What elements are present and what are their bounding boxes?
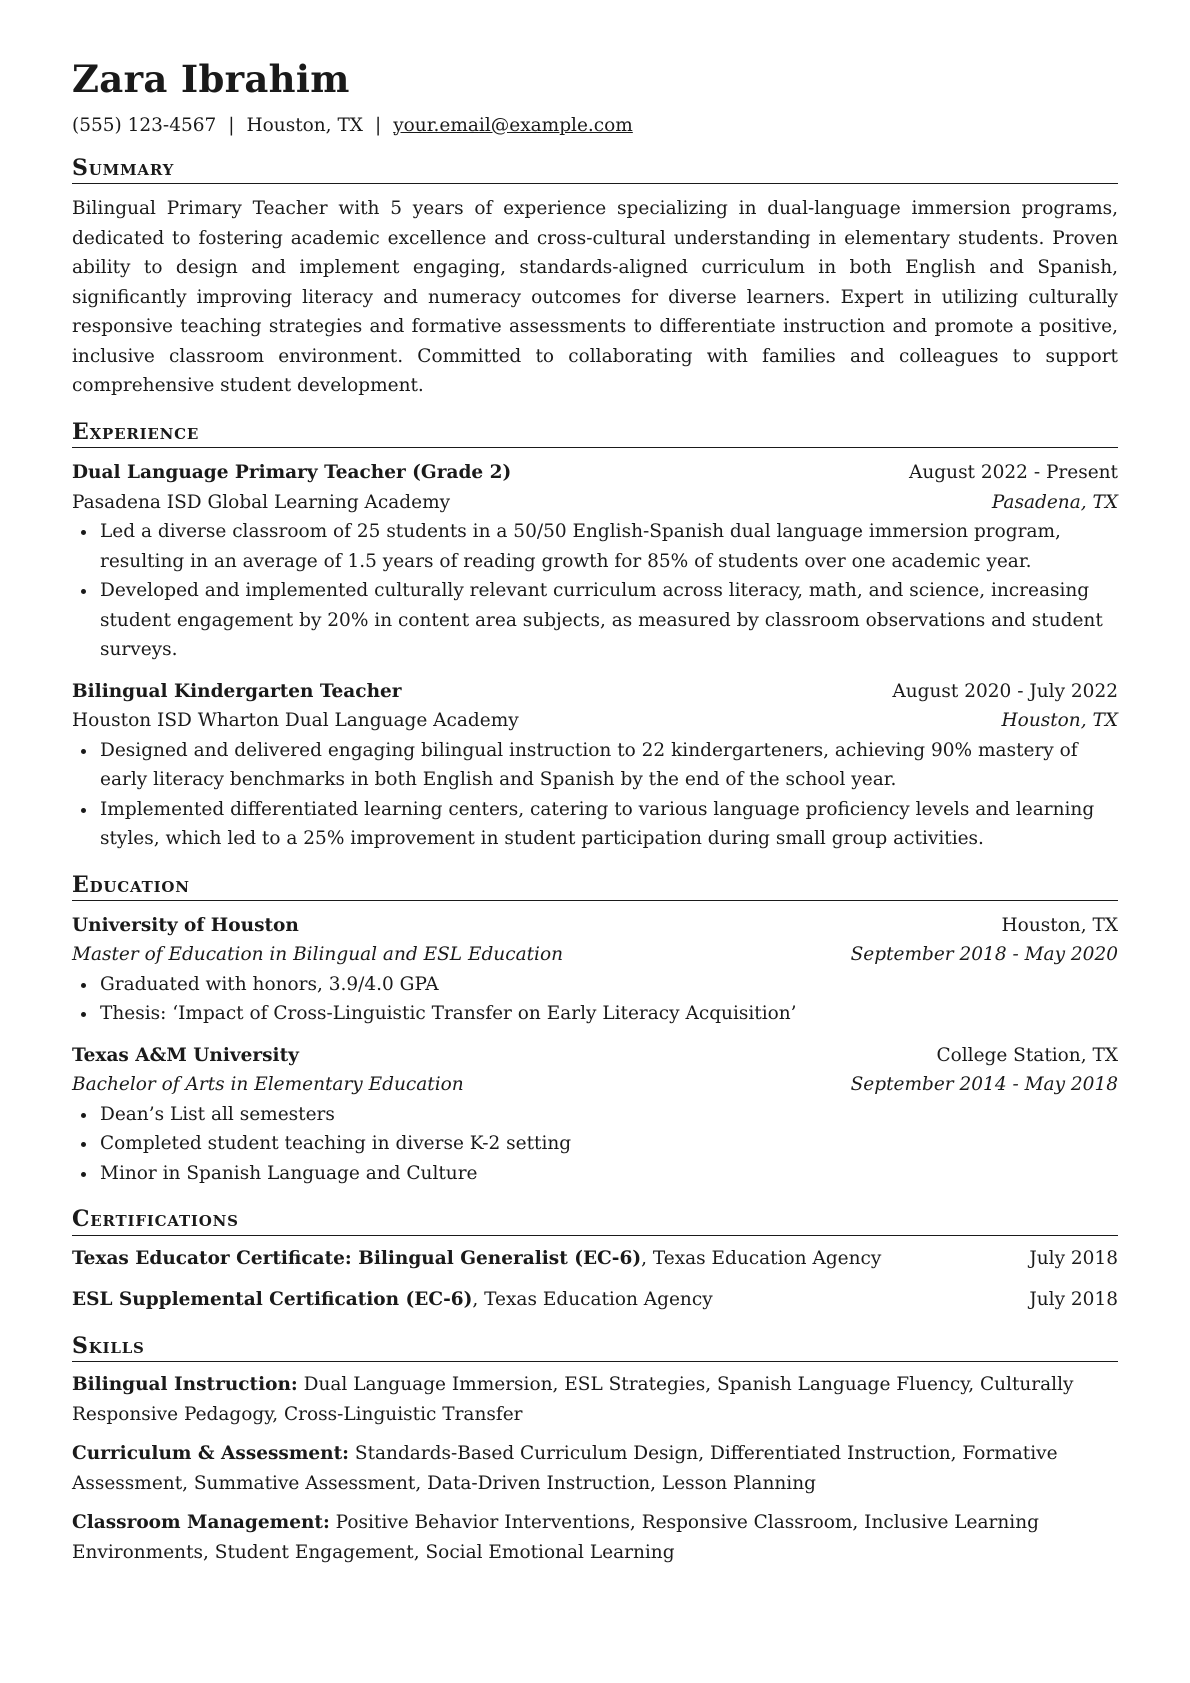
skill-items: Dual Language Immersion, ESL Strategies, Spanish Language Fluency, Culturally Responsive Pedagogy, Cross-Linguistic Transfer — [72, 1374, 1074, 1425]
contact-separator: | — [228, 114, 235, 136]
job-location: Pasadena, TX — [991, 491, 1118, 513]
education-dates: September 2018 - May 2020 — [850, 944, 1118, 966]
section-title-certifications: Certifications — [72, 1206, 1118, 1235]
job-dates: August 2020 - July 2022 — [892, 680, 1118, 702]
skills-list — [72, 1370, 1118, 1567]
skill-category: Bilingual Instruction: — [72, 1374, 298, 1396]
bullet-item: Dean’s List all semesters — [72, 1100, 1118, 1130]
skill-items: Standards-Based Curriculum Design, Differentiated Instruction, Formative Assessment, Summative Assessment, Data-Driven Instruction, Lesson Planning — [72, 1443, 1058, 1494]
certification-date: July 2018 — [1029, 1289, 1118, 1311]
contact-separator: | — [374, 114, 382, 136]
skill-group — [72, 1508, 1118, 1567]
certification-date: July 2018 — [1029, 1247, 1118, 1269]
section-title-education: Education — [72, 872, 1118, 901]
skill-group — [72, 1439, 1118, 1498]
job-location: Houston, TX — [1001, 710, 1118, 732]
job-dates: August 2022 - Present — [909, 462, 1118, 484]
certification-name: ESL Supplemental Certification (EC-6) — [72, 1289, 473, 1311]
skill-category: Curriculum & Assessment: — [72, 1443, 350, 1465]
section-title-experience: Experience — [72, 419, 1118, 448]
job-title: Bilingual Kindergarten Teacher — [72, 680, 402, 702]
education-bullets — [72, 970, 1118, 1029]
bullet-item: Led a diverse classroom of 25 students in a 50/50 English-Spanish dual language immersion program, resulting in an average of 1.5 years of reading growth for 85% of students over one academic year. — [72, 517, 1118, 576]
skill-items: Positive Behavior Interventions, Responsive Classroom, Inclusive Learning Environments, Student Engagement, Social Emotional Learning — [72, 1512, 1039, 1563]
school-location: Houston, TX — [1001, 914, 1118, 936]
job-bullets — [72, 517, 1118, 665]
education-entry — [72, 1041, 1118, 1189]
bullet-item: Designed and delivered engaging bilingual instruction to 22 kindergarteners, achieving 90% mastery of early literacy benchmarks in both English and Spanish by the end of the school year. — [72, 736, 1118, 795]
contact-line — [72, 115, 1118, 137]
degree: Master of Education in Bilingual and ESL Education — [72, 944, 563, 966]
education-bullets — [72, 1100, 1118, 1189]
skill-group — [72, 1370, 1118, 1429]
section-title-summary: Summary — [72, 155, 1118, 184]
certification-name: Texas Educator Certificate: Bilingual Generalist (EC-6) — [72, 1247, 642, 1269]
email-link[interactable]: your.email@example.com — [393, 114, 633, 136]
phone-number: (555) 123-4567 — [72, 114, 217, 136]
bullet-item: Developed and implemented culturally relevant curriculum across literacy, math, and science, increasing student engagement by 20% in content area subjects, as measured by classroom observations and student surveys. — [72, 576, 1118, 665]
experience-entry — [72, 677, 1118, 854]
employer: Houston ISD Wharton Dual Language Academy — [72, 710, 519, 732]
certification-list — [72, 1244, 1118, 1315]
certification-issuer: , Texas Education Agency — [641, 1247, 882, 1269]
bullet-item: Thesis: ‘Impact of Cross-Linguistic Transfer on Early Literacy Acquisition’ — [72, 999, 1118, 1029]
bullet-item: Completed student teaching in diverse K-2 setting — [72, 1129, 1118, 1159]
section-title-skills: Skills — [72, 1333, 1118, 1362]
location: Houston, TX — [246, 114, 363, 136]
education-dates: September 2014 - May 2018 — [850, 1074, 1118, 1096]
degree: Bachelor of Arts in Elementary Education — [72, 1074, 464, 1096]
summary-text: Bilingual Primary Teacher with 5 years of experience specializing in dual-language immersion programs, dedicated to fostering academic excellence and cross-cultural understanding in elementary students. Proven ability to design and implement engaging, standards-aligned curriculum in both English and Spanish, significantly improving literacy and numeracy outcomes for diverse learners. Expert in utilizing culturally responsive teaching strategies and formative assessments to differentiate instruction and promote a positive, inclusive classroom environment. Committed to collaborating with families and colleagues to support comprehensive student development. — [72, 198, 1118, 397]
school-name: University of Houston — [72, 914, 299, 936]
certification-issuer: , Texas Education Agency — [472, 1289, 713, 1311]
bullet-item: Minor in Spanish Language and Culture — [72, 1159, 1118, 1189]
bullet-item: Implemented differentiated learning centers, catering to various language proficiency levels and learning styles, which led to a 25% improvement in student participation during small group activities. — [72, 795, 1118, 854]
education-entry — [72, 911, 1118, 1029]
experience-entry — [72, 458, 1118, 665]
job-title: Dual Language Primary Teacher (Grade 2) — [72, 462, 512, 484]
employer: Pasadena ISD Global Learning Academy — [72, 491, 451, 513]
school-name: Texas A&M University — [72, 1044, 299, 1066]
bullet-item: Graduated with honors, 3.9/4.0 GPA — [72, 970, 1118, 1000]
candidate-name: Zara Ibrahim — [72, 57, 350, 101]
school-location: College Station, TX — [936, 1044, 1118, 1066]
job-bullets — [72, 736, 1118, 854]
certification-item — [72, 1244, 1118, 1274]
certification-item — [72, 1285, 1118, 1315]
skill-category: Classroom Management: — [72, 1512, 330, 1534]
